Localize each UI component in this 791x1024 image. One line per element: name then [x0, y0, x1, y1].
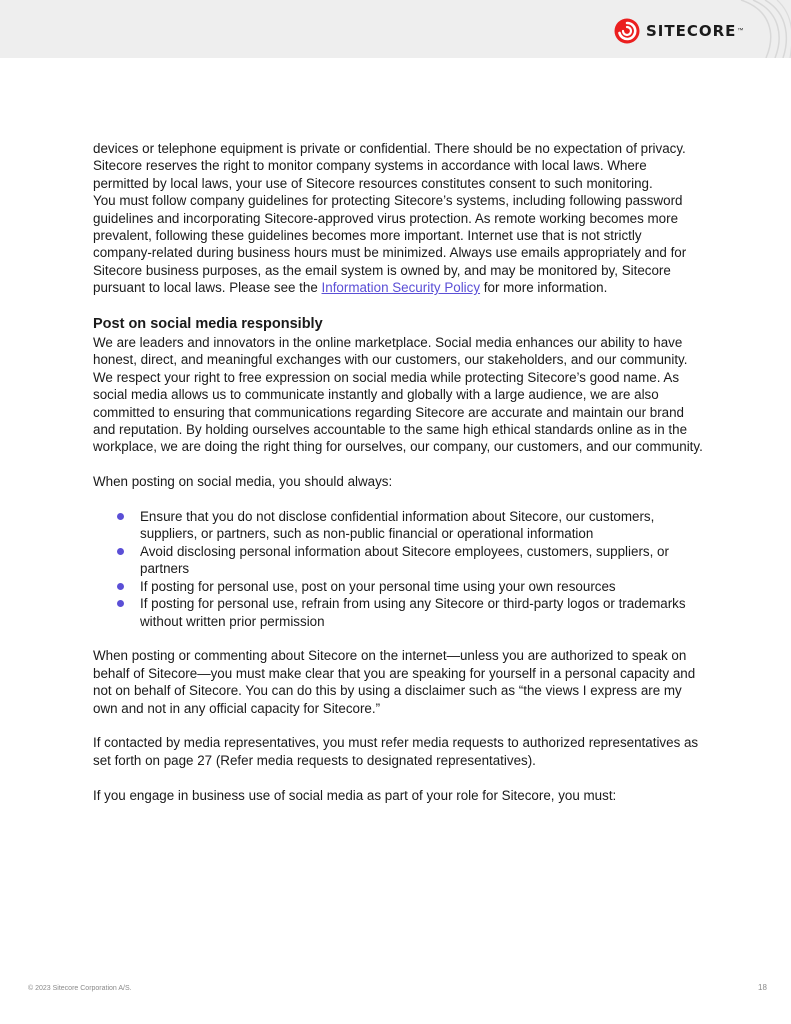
commenting-paragraph: When posting or commenting about Sitecore on the internet—unless you are authorized to speak on behalf of Sitecore—you must make clear that you are speaking for yourself in a personal capacity and not on behalf of Sitecore. You can do this by using a disclaimer such as “the views I express are my own and not in any official capacity for Sitecore.”	[93, 648, 696, 716]
social-media-paragraph: We are leaders and innovators in the online marketplace. Social media enhances our ability to have honest, direct, and meaningful exchanges with our customers, our stakeholders, and our community. We respect your right to free expression on social media while protecting Sitecore’s good name. As social media allows us to communicate instantly and globally with a large audience, we are also committed to ensuring that communications regarding Sitecore are accurate and maintain our brand and reputation. By holding ourselves accountable to the same high ethical standards online as in the workplace, we are doing the right thing for ourselves, our company, our customers, and our community.	[93, 335, 703, 455]
sitecore-logo	[614, 18, 743, 44]
copyright-notice: © 2023 Sitecore Corporation A/S.	[28, 985, 132, 992]
guidelines-text: You must follow company guidelines for protecting Sitecore’s systems, including following password guidelines and incorporating Sitecore-approved virus protection. As remote working becomes more prevalent, following these guidelines becomes more important. Internet use that is not strictly company-related during business hours must be minimized. Always use emails appropriately and for Sitecore business purposes, as the email system is owned by, and may be monitored by, Sitecore pursuant to local laws. Please see the	[93, 193, 687, 296]
list-item-text: Avoid disclosing personal information about Sitecore employees, customers, suppliers, or partners	[140, 543, 669, 577]
list-item-text: Ensure that you do not disclose confidential information about Sitecore, our customers, suppliers, or partners, such as non-public financial or operational information	[140, 509, 655, 542]
media-requests-paragraph: If contacted by media representatives, you must refer media requests to authorized representatives as set forth on page 27 (Refer media requests to designated representatives).	[93, 735, 699, 768]
list-item	[140, 508, 703, 543]
brand-name: SITECORE	[646, 22, 737, 40]
page-number: 18	[758, 983, 767, 992]
list-item-text: If posting for personal use, post on your personal time using your own resources	[140, 578, 616, 594]
bullet-icon	[117, 600, 124, 607]
when-posting-paragraph: When posting on social media, you should always:	[93, 474, 393, 490]
social-media-guidelines-list	[93, 508, 703, 630]
intro-paragraph: devices or telephone equipment is private or confidential. There should be no expectation of privacy. Sitecore reserves the right to monitor company systems in accordance with local laws. Where permitted by local laws, your use of Sitecore resources constitutes consent to such monitoring.	[93, 141, 686, 191]
list-item	[140, 543, 703, 578]
page-header	[0, 0, 791, 58]
list-item	[140, 595, 703, 630]
spacer	[93, 456, 703, 473]
list-item	[140, 578, 703, 595]
bullet-icon	[117, 583, 124, 590]
sitecore-logo-icon	[614, 18, 640, 44]
spacer	[93, 491, 703, 508]
bullet-icon	[117, 513, 124, 520]
list-item-text: If posting for personal use, refrain from using any Sitecore or third-party logos or trademarks without written prior permission	[140, 596, 686, 629]
spacer	[93, 297, 703, 314]
information-security-policy-link[interactable]: Information Security Policy	[321, 280, 481, 296]
guidelines-paragraph	[93, 192, 703, 296]
trademark-symbol: ™	[737, 28, 744, 34]
guidelines-text-end: for more information.	[480, 280, 608, 296]
section-heading-social-media: Post on social media responsibly	[93, 316, 323, 333]
spacer	[93, 630, 703, 647]
spacer	[93, 769, 703, 786]
document-body	[93, 140, 703, 804]
bullet-icon	[117, 548, 124, 555]
business-use-paragraph: If you engage in business use of social media as part of your role for Sitecore, you must:	[93, 787, 617, 803]
spacer	[93, 717, 703, 734]
